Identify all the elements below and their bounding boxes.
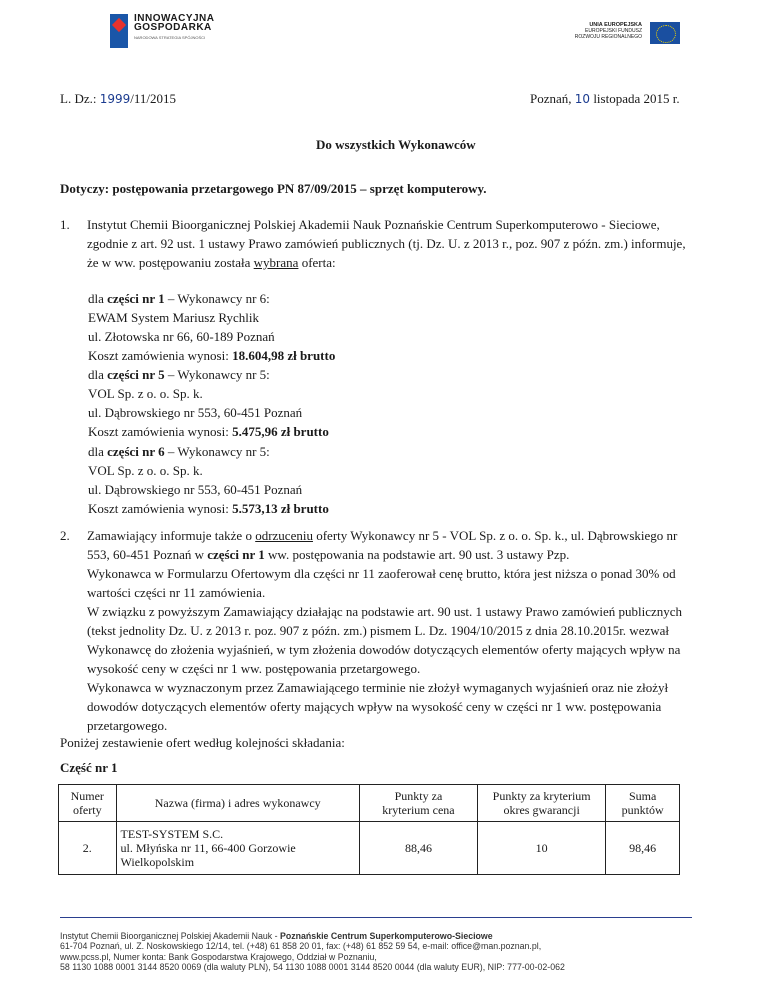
table-row [59,822,680,875]
footer-line-3: www.pcss.pl, Numer konta: Bank Gospodarstwa Krajowego, Oddział w Poznaniu, [60,951,377,962]
p1-line-2: zgodnie z art. 92 ust. 1 ustawy Prawo zamówień publicznych (tj. Dz. U. z 2013 r., poz. 907 z późn. zm.) informuje, [87,236,686,251]
offer-block-1: dla części nr 1 – Wykonawcy nr 6: EWAM System Mariusz Rychlik ul. Złotowska nr 66, 60-189 Poznań Koszt zamówienia wynosi: 18.604,98 zł brutto [88,291,336,363]
p2-number: 2. [60,528,70,543]
p2-line-11: przetargowego. [87,718,168,733]
cell-name: TEST-SYSTEM S.C. ul. Młyńska nr 11, 66-400 Gorzowie Wielkopolskim [116,822,359,875]
offer-3-address: ul. Dąbrowskiego nr 553, 60-451 Poznań [88,482,303,497]
ref-prefix: L. Dz.: [60,91,100,106]
cell-number: 2. [59,822,117,875]
eu-flag-icon [650,22,680,44]
p2-line-8: wysokość ceny w części nr 1 ww. postępowania przetargowego. [87,661,421,676]
eu-text-1: UNIA EUROPEJSKA [589,22,642,28]
p2-line-10: dowodów dotyczących elementów oferty mających wpływ na wysokość ceny w części nr 1 ww. postępowania [87,699,662,714]
offer-3-name: VOL Sp. z o. o. Sp. k. [88,463,203,478]
p2-line-6: (tekst jednolity Dz. U. z 2013 r. poz. 907 z późn. zm.) pismem L. Dz. 1904/10/2015 z dnia 28.10.2015r. wezwał [87,623,669,638]
offer-1-address: ul. Złotowska nr 66, 60-189 Poznań [88,329,275,344]
cell-sum: 98,46 [606,822,680,875]
p1-line-1: Instytut Chemii Bioorganicznej Polskiej Akademii Nauk Poznańskie Centrum Superkomputerowo - Sieciowe, [87,217,660,232]
rejection-underlined: odrzuceniu [255,528,313,543]
logo-text-3: NARODOWA STRATEGIA SPÓJNOŚCI [134,35,206,40]
eu-text [575,22,642,40]
offer-block-2: dla części nr 5 – Wykonawcy nr 5: VOL Sp. z o. o. Sp. k. ul. Dąbrowskiego nr 553, 60-451 Poznań Koszt zamówienia wynosi: 5.475,96 zł brutto [88,367,329,439]
place-date [530,91,680,107]
summary-intro: Poniżej zestawienie ofert według kolejności składania: [60,735,345,750]
eu-logo [540,22,680,52]
day-handwritten: 10 [574,92,591,106]
th-number: Numer oferty [59,785,117,822]
footer [60,931,750,973]
offer-block-3: dla części nr 6 – Wykonawcy nr 5: VOL Sp. z o. o. Sp. k. ul. Dąbrowskiego nr 553, 60-451 Poznań Koszt zamówienia wynosi: 5.573,13 zł brutto [88,444,329,516]
p2-line-1: Zamawiający informuje także o odrzuceniu oferty Wykonawcy nr 5 - VOL Sp. z o. o. Sp. k., ul. Dąbrowskiego nr [87,528,678,543]
logo-flag-icon [110,14,128,48]
innowacyjna-gospodarka-logo [110,14,240,54]
place: Poznań, [530,91,575,106]
footer-divider [60,917,692,918]
footer-line-2: 61-704 Poznań, ul. Z. Noskowskiego 12/14, tel. (+48) 61 858 20 01, fax: (+48) 61 852 59 54, e-mail: office@man.poznan.pl, [60,941,542,952]
p2-line-7: Wykonawcę do złożenia wyjaśnień, w tym złożenia dowodów dotyczących elementów oferty mających wpływ na [87,642,681,657]
logo-text-2: GOSPODARKA [134,22,212,33]
eu-text-3: ROZWOJU REGIONALNEGO [574,34,642,40]
offer-2-cost: 5.475,96 zł brutto [232,424,329,439]
th-sum: Suma punktów [606,785,680,822]
p2-line-2: 553, 60-451 Poznań w części nr 1 ww. postępowania na podstawie art. 90 ust. 3 ustawy Pzp. [87,547,570,562]
th-price: Punkty za kryterium cena [359,785,477,822]
offer-2-address: ul. Dąbrowskiego nr 553, 60-451 Poznań [88,405,303,420]
th-warranty: Punkty za kryterium okres gwarancji [478,785,606,822]
p2-line-3: Wykonawca w Formularzu Ofertowym dla części nr 11 zaoferował cenę brutto, która jest niższa o ponad 30% od [87,566,676,581]
date-rest: listopada 2015 r. [590,91,680,106]
offer-3-cost: 5.573,13 zł brutto [232,501,329,516]
table-header-row [59,785,680,822]
part-heading: Część nr 1 [60,760,118,775]
cell-price-points: 88,46 [359,822,477,875]
addressee: Do wszystkich Wykonawców [316,137,476,152]
subject: Dotyczy: postępowania przetargowego PN 87/09/2015 – sprzęt komputerowy. [60,181,487,196]
p2-line-4: wartości części nr 11 zamówienia. [87,585,266,600]
offer-1-cost: 18.604,98 zł brutto [232,348,336,363]
offer-2-name: VOL Sp. z o. o. Sp. k. [88,386,203,401]
results-table [58,784,680,875]
eu-text-2: EUROPEJSKI FUNDUSZ [585,28,642,34]
ref-handwritten: 1999 [99,92,131,106]
ref-suffix: /11/2015 [130,91,177,106]
p2-line-9: Wykonawca w wyznaczonym przez Zamawiającego terminie nie złożył wymaganych wyjaśnień oraz nie złożył [87,680,669,695]
selected-underlined: wybrana [253,255,299,270]
cell-warranty-points: 10 [478,822,606,875]
reference-number [60,91,176,107]
th-name: Nazwa (firma) i adres wykonawcy [116,785,359,822]
footer-line-1: Instytut Chemii Bioorganicznej Polskiej Akademii Nauk - Poznańskie Centrum Superkomputerowo-Sieciowe [60,931,493,941]
logo-text-1: INNOWACYJNA [134,13,215,24]
p1-number: 1. [60,217,70,232]
offer-1-name: EWAM System Mariusz Rychlik [88,310,259,325]
footer-line-4: 58 1130 1088 0001 3144 8520 0069 (dla waluty PLN), 54 1130 1088 0001 3144 8520 0044 (dla waluty EUR), NIP: 777-00-02-062 [60,962,565,973]
p1-line-3: że w ww. postępowaniu została wybrana oferta: [87,255,336,270]
p2-line-5: W związku z powyższym Zamawiający działając na podstawie art. 90 ust. 1 ustawy Prawo zamówień publicznych [87,604,683,619]
